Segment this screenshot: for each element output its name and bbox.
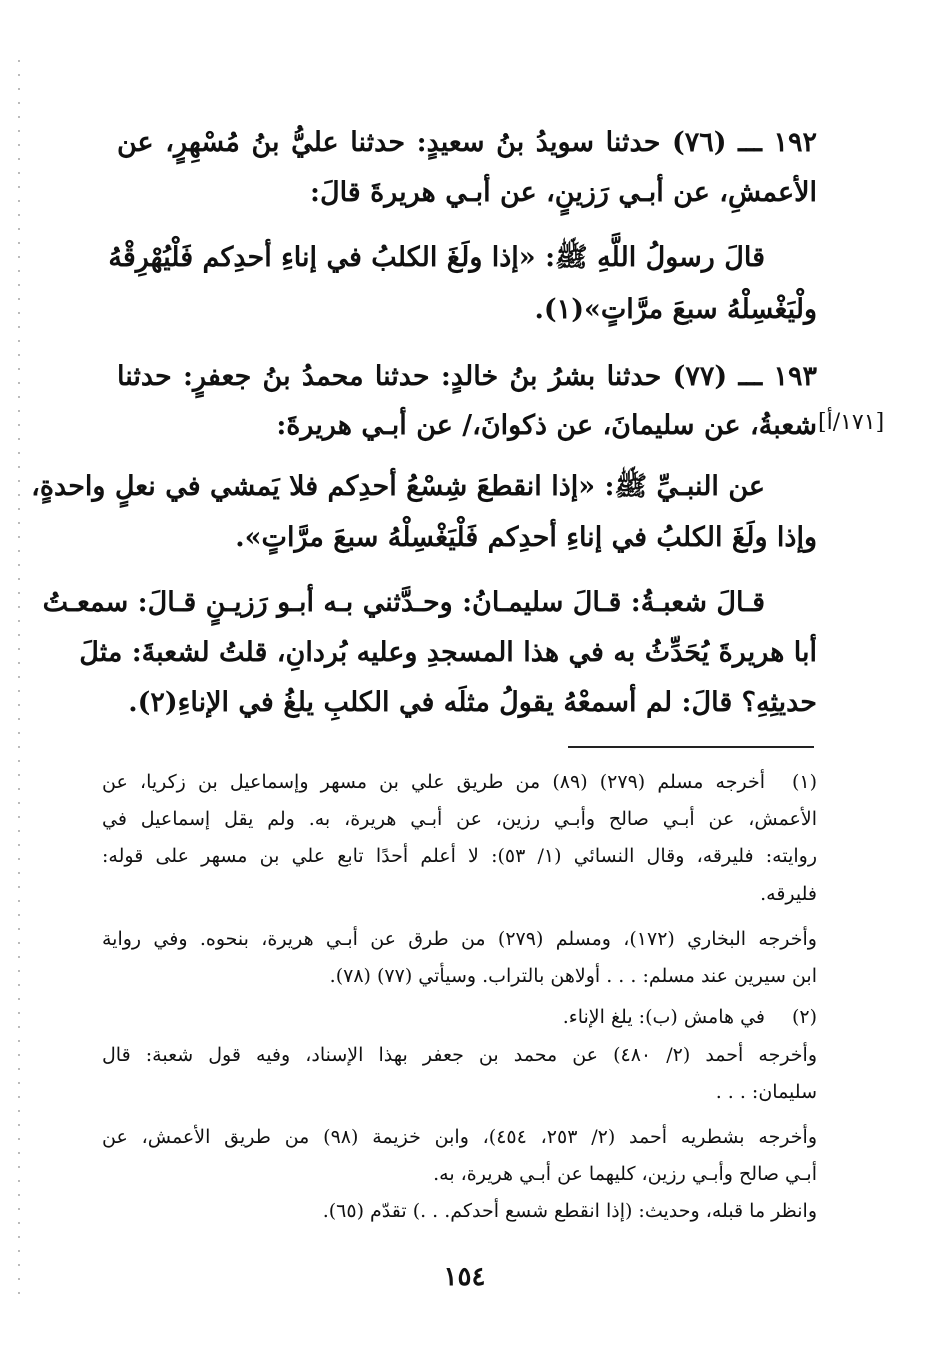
footnote-2c-line-2: أبـي صالح وأبـي رزين، كليهما عن أبـي هريرة، به. (433, 1163, 817, 1185)
shuba-note-line-2: أبا هريرةَ يُحَدِّثُ به في هذا المسجدِ وعليه بُردانِ، قلتُ لشعبةَ: مثلَ (79, 637, 817, 668)
hadith-192-matn-line-2: ولْيَغْسِلْهُ سبعَ مرَّاتٍ»(١). (534, 294, 817, 325)
footnote-1b-line-2: ابن سيرين عند مسلم: . . . أولاهن بالتراب. وسيأتي (٧٧) (٧٨). (329, 965, 817, 987)
footnote-1-text-1: أخرجه مسلم (٢٧٩) (٨٩) من طريق علي بن مسهر وإسماعيل بن زكريا، عن (102, 771, 766, 793)
footnote-1b-line-1: وأخرجه البخاري (١٧٢)، ومسلم (٢٧٩) من طرق عن أبـي هريرة، بنحوه. وفي رواية (102, 928, 817, 950)
scan-edge-dots (18, 60, 20, 1300)
footnote-separator (568, 746, 814, 748)
footnote-1-line-2: الأعمش، عن أبـي صالح وأبـي رزين، عن أبـي هريرة، به. ولم يقل إسماعيل في (102, 808, 817, 830)
hadith-192-line-1: ١٩٢ ـــ (٧٦) حدثنا سويدُ بنُ سعيدٍ: حدثنا عليُّ بنُ مُسْهِرٍ، عن (117, 127, 818, 158)
footnote-2b-line-2: سليمان: . . . (715, 1081, 817, 1103)
hadith-193-matn-line-1: عن النبـيِّ ﷺ: «إذا انقطعَ شِسْعُ أحدِكم فلا يَمشي في نعلٍ واحدةٍ، (31, 471, 765, 502)
page-number: ١٥٤ (443, 1262, 486, 1292)
shuba-note-line-1: قـالَ شعبـةُ: قـالَ سليمـانُ: وحـدَّثني بـه أبـو رَزيـنٍ قـالَ: سمعـتُ (42, 587, 765, 618)
footnote-1-line-1 (102, 768, 817, 796)
footnote-2-text-1: في هامش (ب): يلغ الإناء. (562, 1006, 765, 1028)
hadith-193-line-2: شعبةُ، عن سليمانَ، عن ذكوانَ،/ عن أبـي هريرةَ: (276, 410, 817, 441)
footnote-2-line-1 (102, 1003, 817, 1031)
hadith-192-line-2: الأعمشِ، عن أبـي رَزينٍ، عن أبـي هريرةَ قالَ: (309, 177, 817, 208)
hadith-193-matn-line-2: وإذا ولَغَ الكلبُ في إناءِ أحدِكم فَلْيَغْسِلْهُ سبعَ مرَّاتٍ». (235, 522, 817, 553)
hadith-193-line-1: ١٩٣ ـــ (٧٧) حدثنا بشرُ بنُ خالدٍ: حدثنا محمدُ بنُ جعفرٍ: حدثنا (117, 361, 817, 392)
footnote-1-number: (١) (791, 771, 817, 793)
footnote-1-line-4: فليرقه. (760, 883, 817, 905)
footnote-2-number: (٢) (791, 1006, 817, 1028)
footnote-2b-line-1: وأخرجه أحمد (٢/ ٤٨٠) عن محمد بن جعفر بهذا الإسناد، وفيه قول شعبة: قال (102, 1044, 817, 1066)
footnote-2c-line-3: وانظر ما قبله، وحديث: (إذا انقطع شسع أحدكم. . .) تقدّم (٦٥). (322, 1200, 817, 1222)
footnote-2c-line-1: وأخرجه بشطريه أحمد (٢/ ٢٥٣، ٤٥٤)، وابن خزيمة (٩٨) من طريق الأعمش، عن (102, 1126, 817, 1148)
footnote-1-line-3: روايته: فليرقه، وقال النسائي (١/ ٥٣): لا أعلم أحدًا تابع علي بن مسهر على قوله: (102, 845, 817, 867)
manuscript-folio-note: [١٧١/أ] (818, 410, 885, 435)
shuba-note-line-3: حديثِهِ؟ قالَ: لم أسمعْهُ يقولُ مثلَه في الكلبِ يلغُ في الإناءِ(٢). (128, 687, 817, 718)
hadith-192-matn-line-1: قالَ رسولُ اللَّهِ ﷺ: «إذا ولَغَ الكلبُ في إناءِ أحدِكم فَلْيُهْرِقْهُ (108, 242, 765, 273)
